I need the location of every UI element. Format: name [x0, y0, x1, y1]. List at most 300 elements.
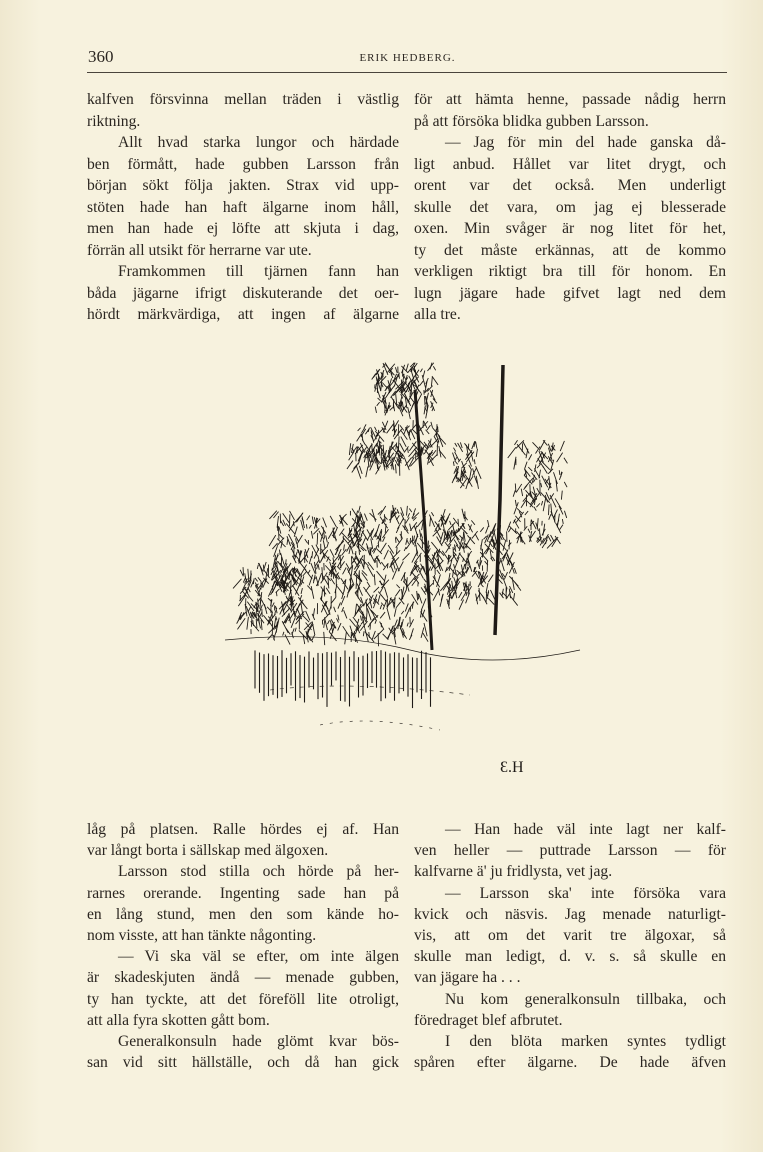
foliage-stroke	[257, 565, 258, 569]
foliage-stroke	[561, 491, 562, 500]
foliage-stroke	[475, 534, 478, 540]
foliage-stroke	[431, 390, 433, 397]
foliage-stroke	[490, 551, 491, 559]
foliage-stroke	[433, 576, 440, 587]
foliage-stroke	[468, 584, 469, 595]
foliage-stroke	[559, 470, 560, 475]
text-line: alla tre.	[414, 306, 461, 323]
foliage-stroke	[455, 461, 458, 464]
foliage-stroke	[515, 484, 516, 493]
foliage-stroke	[408, 513, 410, 517]
foliage-stroke	[376, 428, 384, 436]
foliage-stroke	[307, 515, 310, 520]
foliage-stroke	[258, 577, 261, 582]
text-line: ligt anbud. Hållet var litet drygt, och	[414, 155, 726, 173]
foliage-stroke	[298, 550, 300, 557]
foliage-stroke	[394, 608, 396, 616]
foliage-stroke	[463, 564, 464, 570]
foliage-stroke	[395, 464, 396, 473]
foliage-stroke	[370, 553, 375, 563]
foliage-stroke	[410, 538, 411, 542]
foliage-stroke	[256, 605, 257, 617]
foliage-stroke	[430, 518, 431, 527]
foliage-stroke	[337, 540, 343, 551]
foliage-stroke	[261, 620, 262, 630]
foliage-stroke	[269, 535, 276, 546]
foliage-stroke	[282, 610, 288, 616]
foliage-stroke	[396, 515, 399, 519]
text-line: föredraget blef afbrutet.	[414, 1011, 563, 1029]
foliage-stroke	[399, 375, 400, 379]
text-line: orent var det också. Men underligt	[414, 177, 726, 194]
foliage-stroke	[347, 461, 353, 469]
foliage-stroke	[335, 527, 338, 534]
foliage-stroke	[362, 439, 365, 444]
foliage-stroke	[476, 449, 477, 457]
foliage-stroke	[283, 632, 284, 636]
text-line: var långt borta i sällskap med älgoxen.	[87, 842, 329, 860]
foliage-stroke	[407, 506, 408, 516]
foliage-stroke	[366, 611, 367, 622]
foliage-stroke	[459, 523, 464, 532]
foliage-stroke	[423, 633, 428, 642]
foliage-stroke	[386, 462, 391, 467]
foliage-stroke	[354, 524, 356, 534]
text-line: på att försöka blidka gubben Larsson.	[414, 112, 649, 130]
text-line: Allt hvad starka lungor och härdade	[118, 134, 399, 151]
foliage-stroke	[334, 607, 336, 612]
foliage-stroke	[287, 605, 291, 611]
foliage-stroke	[459, 600, 464, 610]
foliage-stroke	[507, 552, 513, 565]
text-line: — Vi ska väl se efter, om inte älgen	[118, 948, 399, 966]
foliage-stroke	[366, 600, 367, 612]
foliage-stroke	[336, 618, 338, 622]
foliage-stroke	[273, 512, 278, 518]
foliage-stroke	[523, 442, 529, 454]
foliage-stroke	[404, 547, 406, 551]
foliage-stroke	[488, 520, 489, 527]
foliage-stroke	[514, 568, 516, 574]
foliage-stroke	[409, 602, 414, 610]
foliage-stroke	[327, 542, 329, 547]
foliage-stroke	[309, 556, 311, 564]
foliage-stroke	[311, 531, 312, 539]
foliage-stroke	[313, 608, 314, 616]
foliage-stroke	[305, 558, 307, 562]
foliage-stroke	[557, 514, 559, 528]
foliage-stroke	[324, 617, 327, 630]
foliage-stroke	[443, 522, 444, 529]
foliage-stroke	[458, 541, 460, 545]
foliage-stroke	[366, 466, 368, 477]
foliage-stroke	[271, 571, 273, 575]
text-line: Framkommen till tjärnen fann han	[118, 263, 399, 280]
foliage-stroke	[514, 440, 517, 445]
foliage-stroke	[406, 364, 408, 371]
foliage-stroke	[427, 425, 431, 430]
foliage-stroke	[424, 579, 427, 582]
foliage-stroke	[390, 378, 392, 383]
text-line: skulle det vara, om jag ej blesserade	[414, 198, 726, 216]
foliage-stroke	[490, 590, 494, 599]
foliage-stroke	[445, 542, 450, 549]
foliage-stroke	[255, 578, 258, 582]
foliage-stroke	[401, 611, 404, 614]
foliage-stroke	[353, 462, 359, 468]
foliage-stroke	[387, 563, 388, 568]
foliage-stroke	[380, 543, 386, 552]
text-line: rarnes orerande. Ingenting sade han på	[87, 884, 399, 902]
foliage-stroke	[387, 608, 390, 619]
foliage-stroke	[390, 407, 393, 410]
foliage-stroke	[508, 528, 511, 532]
foliage-stroke	[398, 424, 399, 436]
foliage-stroke	[420, 369, 422, 372]
foliage-stroke	[395, 367, 397, 373]
foliage-stroke	[360, 616, 361, 621]
foliage-stroke	[537, 464, 541, 468]
foliage-stroke	[272, 603, 274, 607]
foliage-stroke	[400, 443, 404, 451]
text-line: san vid sitt hällställe, och då han gick	[87, 1054, 399, 1072]
foliage-stroke	[528, 467, 532, 471]
foliage-stroke	[279, 534, 283, 539]
foliage-stroke	[448, 522, 455, 530]
foliage-stroke	[381, 458, 382, 464]
foliage-stroke	[292, 628, 294, 634]
foliage-stroke	[504, 572, 507, 579]
foliage-stroke	[541, 483, 542, 487]
text-line: Nu kom generalkonsuln tillbaka, och	[445, 990, 726, 1008]
foliage-stroke	[548, 536, 551, 541]
text-line: oxen. Min svåger är nog litet för het,	[414, 220, 726, 237]
foliage-stroke	[378, 595, 380, 603]
foliage-stroke	[396, 584, 399, 588]
foliage-stroke	[297, 575, 300, 582]
artist-signature: Ɛ.H	[500, 759, 524, 776]
foliage-stroke	[528, 529, 530, 533]
foliage-stroke	[464, 531, 467, 535]
foliage-stroke	[326, 535, 328, 542]
foliage-stroke	[370, 461, 371, 467]
foliage-stroke	[536, 503, 539, 507]
foliage-stroke	[424, 405, 425, 414]
text-line: ty det måste erkännas, att de kommo	[414, 241, 726, 259]
foliage-stroke	[458, 519, 459, 527]
foliage-stroke	[343, 567, 347, 574]
foliage-stroke	[453, 462, 454, 466]
foliage-stroke	[311, 586, 314, 599]
foliage-stroke	[547, 538, 556, 548]
foliage-stroke	[530, 484, 531, 496]
foliage-stroke	[383, 363, 388, 375]
foliage-stroke	[301, 602, 303, 615]
foliage-stroke	[434, 575, 435, 581]
foliage-stroke	[460, 442, 462, 448]
foliage-stroke	[323, 540, 325, 549]
foliage-stroke	[279, 527, 281, 534]
foliage-stroke	[383, 600, 387, 610]
foliage-stroke	[344, 610, 347, 618]
foliage-stroke	[433, 589, 439, 600]
text-line: Larsson stod stilla och hörde på her-	[118, 863, 399, 881]
foliage-stroke	[324, 632, 325, 645]
foliage-stroke	[404, 457, 409, 470]
foliage-stroke	[291, 617, 295, 628]
foliage-stroke	[395, 589, 400, 596]
text-column-top-right	[414, 89, 726, 326]
foliage-stroke	[532, 442, 538, 448]
foliage-stroke	[347, 584, 351, 597]
text-line: Generalkonsuln hade glömt kvar bös-	[118, 1032, 399, 1050]
text-line: spåren efter älgarne. De hade äfven	[414, 1054, 726, 1072]
foliage-stroke	[557, 453, 563, 462]
foliage-stroke	[525, 511, 528, 515]
foliage-stroke	[337, 586, 343, 594]
text-line: men han hade ej löfte att skjuta i dag,	[87, 220, 399, 237]
foliage-stroke	[248, 606, 251, 612]
foliage-stroke	[401, 437, 406, 447]
foliage-stroke	[358, 506, 360, 513]
foliage-stroke	[377, 402, 380, 406]
text-line: — Han hade väl inte lagt ner kalf-	[445, 821, 726, 838]
foliage-stroke	[238, 612, 246, 621]
foliage-stroke	[476, 442, 477, 449]
foliage-stroke	[480, 527, 483, 531]
foliage-stroke	[338, 615, 339, 621]
foliage-stroke	[297, 535, 302, 543]
foliage-stroke	[377, 571, 385, 581]
foliage-stroke	[295, 515, 301, 522]
foliage-stroke	[305, 569, 312, 579]
foliage-stroke	[261, 600, 266, 609]
foliage-stroke	[364, 424, 366, 428]
foliage-stroke	[280, 550, 281, 555]
foliage-stroke	[322, 567, 323, 580]
foliage-stroke	[369, 456, 370, 462]
foliage-stroke	[426, 430, 430, 434]
foliage-stroke	[345, 632, 347, 644]
page-number: 360	[88, 47, 114, 66]
foliage-stroke	[377, 388, 381, 398]
foliage-stroke	[508, 447, 516, 458]
foliage-stroke	[380, 612, 385, 618]
text-line: vis, att om det varit tre älgoxar, så	[414, 926, 726, 944]
foliage-stroke	[349, 443, 350, 455]
foliage-stroke	[474, 459, 475, 464]
foliage-stroke	[308, 570, 310, 574]
foliage-stroke	[290, 585, 291, 593]
foliage-stroke	[356, 575, 357, 589]
foliage-stroke	[245, 604, 247, 616]
text-column-bottom-right	[414, 819, 726, 1073]
text-line: början sökt följa jakten. Strax vid upp-	[87, 177, 399, 194]
foliage-stroke	[469, 469, 471, 480]
foliage-stroke	[376, 376, 377, 381]
foliage-stroke	[357, 434, 362, 442]
foliage-stroke	[380, 605, 381, 609]
foliage-stroke	[264, 562, 266, 570]
foliage-stroke	[488, 598, 494, 604]
foliage-stroke	[559, 506, 563, 515]
foliage-stroke	[397, 457, 398, 462]
foliage-stroke	[375, 620, 377, 624]
foliage-stroke	[326, 588, 330, 594]
foliage-stroke	[459, 592, 462, 598]
text-line: lugn jägare hade gifvet lagt ned dem	[414, 284, 726, 302]
foliage-stroke	[305, 539, 308, 543]
foliage-stroke	[295, 628, 296, 632]
foliage-stroke	[352, 523, 355, 527]
foliage-stroke	[340, 515, 343, 527]
foliage-stroke	[396, 538, 403, 548]
foliage-stroke	[317, 533, 318, 545]
foliage-stroke	[303, 571, 307, 576]
foliage-stroke	[350, 576, 351, 589]
foliage-stroke	[359, 466, 362, 474]
foliage-stroke	[276, 592, 277, 597]
foliage-stroke	[395, 620, 398, 627]
foliage-stroke	[462, 509, 464, 519]
foliage-stroke	[289, 593, 290, 598]
foliage-stroke	[516, 484, 522, 493]
foliage-stroke	[433, 366, 435, 370]
foliage-stroke	[453, 453, 456, 460]
foliage-stroke	[375, 427, 377, 431]
foliage-stroke	[330, 516, 336, 527]
foliage-stroke	[412, 402, 414, 407]
foliage-stroke	[543, 498, 545, 511]
foliage-stroke	[365, 586, 369, 591]
foliage-stroke	[331, 597, 336, 603]
foliage-stroke	[312, 516, 313, 524]
foliage-stroke	[381, 449, 382, 458]
text-line: att alla fyra skotten gått bom.	[87, 1011, 270, 1029]
text-line: van jägare ha . . .	[414, 969, 521, 987]
foliage-stroke	[502, 575, 507, 588]
text-line: hördt märkvärdiga, att ingen af älgarne	[87, 306, 399, 323]
foliage-stroke	[431, 542, 439, 552]
foliage-stroke	[359, 545, 360, 555]
foliage-stroke	[444, 513, 450, 524]
foliage-stroke	[273, 629, 276, 639]
foliage-stroke	[378, 398, 382, 402]
foliage-stroke	[407, 623, 408, 627]
text-line: verkligen riktigt bra till för honom. En	[414, 263, 726, 280]
foliage-stroke	[393, 562, 395, 569]
foliage-stroke	[396, 602, 401, 608]
foliage-stroke	[384, 550, 389, 560]
foliage-stroke	[529, 454, 532, 460]
foliage-stroke	[560, 525, 563, 530]
text-line: förrän all utsikt för herrarne var ute.	[87, 241, 312, 259]
foliage-stroke	[523, 491, 531, 501]
foliage-stroke	[324, 620, 325, 628]
foliage-stroke	[327, 620, 329, 624]
foliage-stroke	[553, 472, 557, 484]
foliage-stroke	[338, 602, 341, 608]
foliage-stroke	[402, 553, 409, 560]
text-column-bottom-left	[87, 819, 399, 1073]
foliage-stroke	[430, 439, 431, 444]
foliage-stroke	[358, 428, 361, 431]
foliage-stroke	[294, 527, 297, 537]
foliage-stroke	[427, 363, 433, 371]
foliage-stroke	[384, 587, 387, 598]
foliage-stroke	[364, 514, 367, 521]
text-line: låg på platsen. Ralle hördes ej af. Han	[87, 821, 399, 838]
foliage-stroke	[541, 501, 542, 505]
foliage-stroke	[397, 509, 399, 513]
foliage-stroke	[421, 598, 426, 610]
foliage-stroke	[401, 513, 405, 521]
foliage-stroke	[338, 549, 341, 556]
foliage-stroke	[464, 532, 465, 542]
foliage-stroke	[553, 509, 557, 518]
foliage-stroke	[437, 426, 438, 432]
foliage-stroke	[286, 559, 287, 564]
text-line: en lång stund, men den som kände ho-	[87, 905, 399, 923]
foliage-stroke	[396, 443, 397, 450]
foliage-stroke	[555, 498, 561, 509]
foliage-stroke	[285, 634, 290, 644]
foliage-stroke	[258, 599, 259, 608]
foliage-stroke	[323, 518, 327, 528]
foliage-stroke	[486, 526, 489, 534]
foliage-stroke	[424, 623, 427, 636]
text-line: nom visste, att han tänkte någonting.	[87, 926, 317, 944]
foliage-stroke	[543, 466, 548, 473]
foliage-stroke	[514, 593, 515, 600]
foliage-stroke	[320, 555, 323, 562]
foliage-stroke	[353, 617, 358, 623]
foliage-stroke	[561, 472, 562, 477]
foliage-stroke	[459, 553, 466, 562]
foliage-stroke	[393, 399, 394, 408]
foliage-stroke	[534, 507, 536, 511]
foliage-stroke	[338, 623, 341, 630]
foliage-stroke	[418, 593, 419, 599]
foliage-stroke	[408, 407, 411, 419]
foliage-stroke	[333, 558, 334, 566]
foliage-stroke	[247, 617, 249, 630]
foliage-stroke	[393, 387, 401, 395]
text-line: I den blöta marken syntes tydligt	[445, 1032, 726, 1050]
text-line: är skadeskjuten ändå — menade gubben,	[87, 969, 399, 987]
foliage-stroke	[564, 482, 567, 487]
foliage-stroke	[477, 561, 479, 569]
foliage-stroke	[344, 544, 345, 550]
foliage-stroke	[392, 568, 397, 579]
foliage-stroke	[437, 570, 440, 574]
foliage-stroke	[471, 520, 475, 524]
foliage-stroke	[419, 381, 423, 386]
foliage-stroke	[499, 579, 503, 583]
foliage-stroke	[330, 549, 334, 557]
foliage-stroke	[521, 489, 522, 496]
foliage-stroke	[431, 377, 432, 386]
foliage-stroke	[409, 509, 411, 513]
foliage-stroke	[341, 596, 345, 605]
foliage-stroke	[287, 539, 288, 545]
foliage-stroke	[533, 487, 536, 500]
text-line: skulle man ledigt, d. v. s. så skulle en	[414, 948, 726, 966]
foliage-stroke	[309, 525, 311, 528]
foliage-stroke	[354, 562, 359, 570]
foliage-stroke	[312, 621, 315, 634]
text-line: kalfven försvinna mellan träden i västlig	[87, 91, 399, 108]
